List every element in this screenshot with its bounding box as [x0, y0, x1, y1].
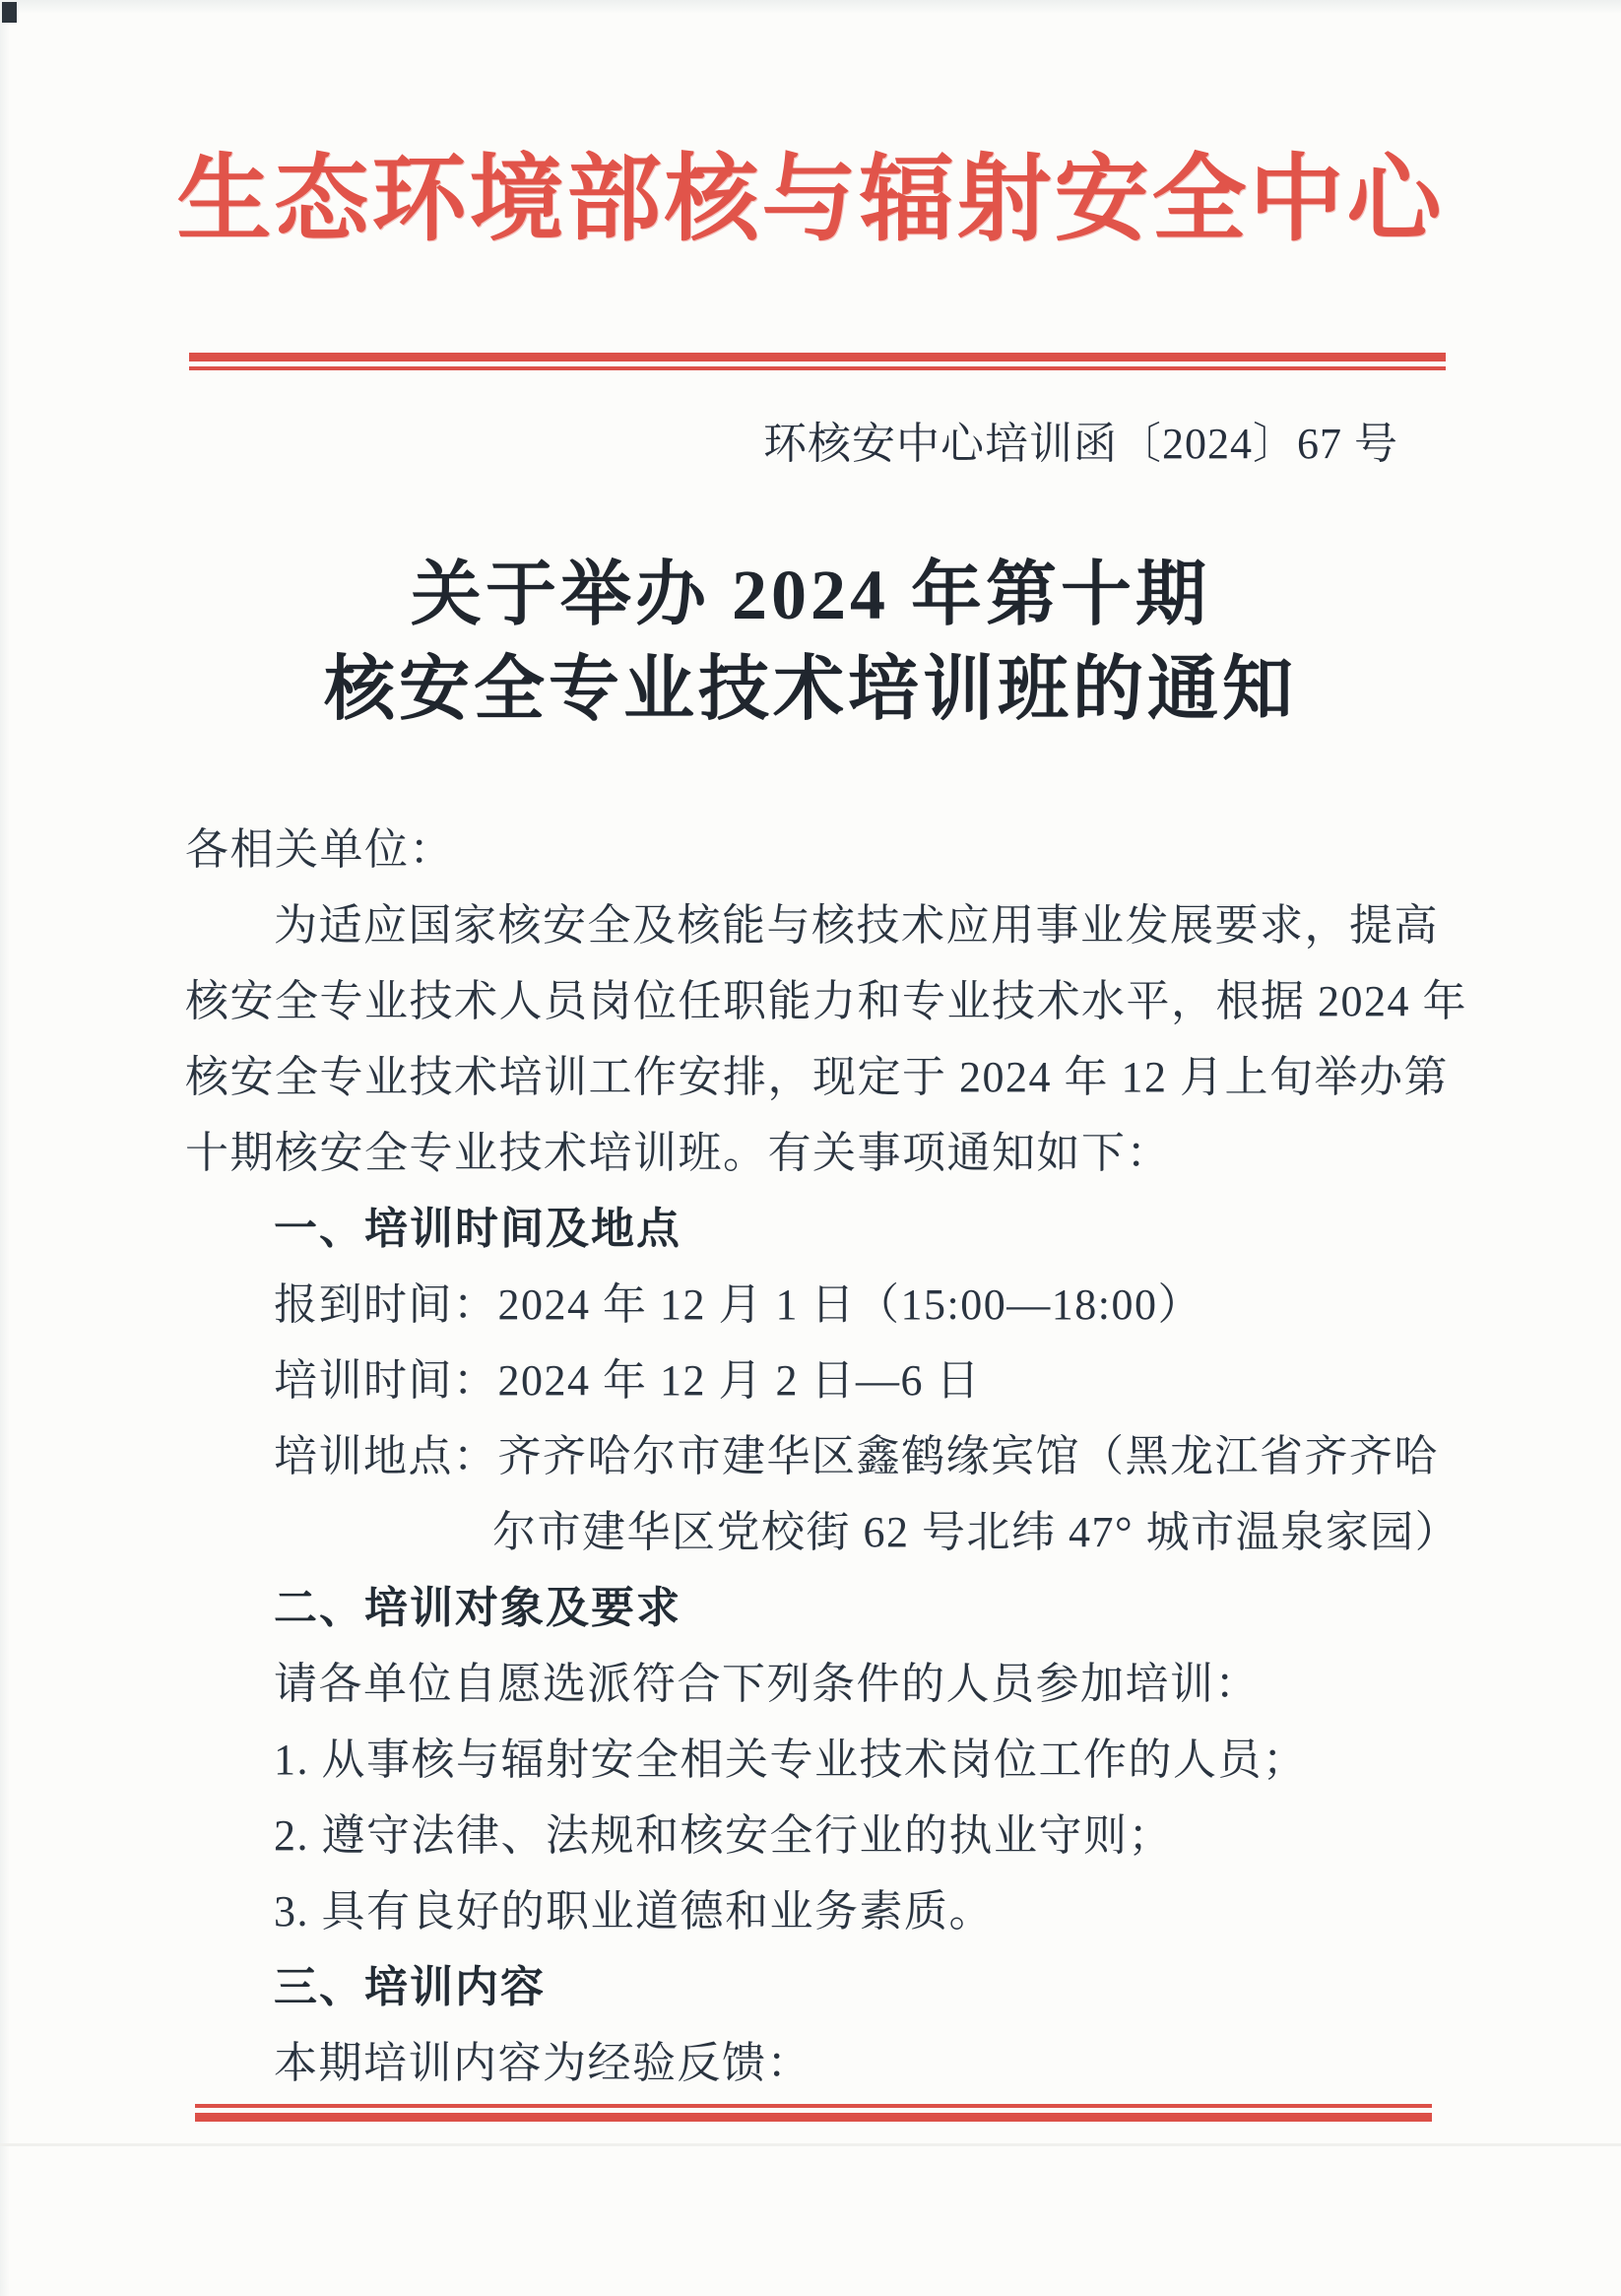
document-line: 核安全专业技术培训工作安排，现定于 2024 年 12 月上旬举办第 — [185, 1053, 1449, 1101]
document-line: 为适应国家核安全及核能与核技术应用事业发展要求，提高 — [274, 901, 1439, 950]
document-line: 培训时间：2024 年 12 月 2 日—6 日 — [274, 1356, 981, 1405]
document-line: 本期培训内容为经验反馈： — [274, 2039, 811, 2087]
document-line: 3. 具有良好的职业道德和业务素质。 — [274, 1887, 994, 1935]
document-body — [185, 812, 1465, 2101]
document-line: 请各单位自愿选派符合下列条件的人员参加培训： — [274, 1660, 1260, 1708]
scan-edge-shading-top — [0, 0, 1621, 14]
document-line: 报到时间：2024 年 12 月 1 日（15:00—18:00） — [274, 1280, 1202, 1329]
document-line: 核安全专业技术人员岗位任职能力和专业技术水平，根据 2024 年 — [185, 977, 1467, 1025]
scan-edge-shading-left — [0, 0, 10, 2296]
document-line: 1. 从事核与辐射安全相关专业技术岗位工作的人员； — [274, 1736, 1308, 1784]
document-line: 二、培训对象及要求 — [274, 1584, 681, 1632]
notice-title — [0, 548, 1621, 737]
document-line: 三、培训内容 — [274, 1963, 546, 2011]
document-line: 十期核安全专业技术培训班。有关事项通知如下： — [185, 1129, 1171, 1177]
letterhead-separator-thick-line — [189, 353, 1446, 361]
notice-title-line2: 核安全专业技术培训班的通知 — [323, 650, 1297, 729]
organization-letterhead-title: 生态环境部核与辐射安全中心 — [176, 147, 1445, 252]
document-line: 各相关单位： — [185, 825, 454, 874]
document-line: 一、培训时间及地点 — [274, 1205, 681, 1253]
footer-separator-thick-line — [195, 2113, 1432, 2122]
footer-separator-thin-line — [195, 2104, 1432, 2108]
notice-title-line1: 关于举办 2024 年第十期 — [410, 556, 1210, 634]
document-line: 2. 遵守法律、法规和核安全行业的执业守则； — [274, 1811, 1173, 1860]
document-reference-number: 环核安中心培训函〔2024〕67 号 — [763, 420, 1398, 468]
scan-streak-artifact — [0, 2143, 1621, 2146]
document-line: 尔市建华区党校街 62 号北纬 47° 城市温泉家园） — [492, 1508, 1460, 1556]
scan-corner-mark — [2, 2, 17, 23]
document-line: 培训地点：齐齐哈尔市建华区鑫鹤缘宾馆（黑龙江省齐齐哈 — [274, 1432, 1439, 1480]
letterhead-separator-thin-line — [189, 366, 1446, 370]
